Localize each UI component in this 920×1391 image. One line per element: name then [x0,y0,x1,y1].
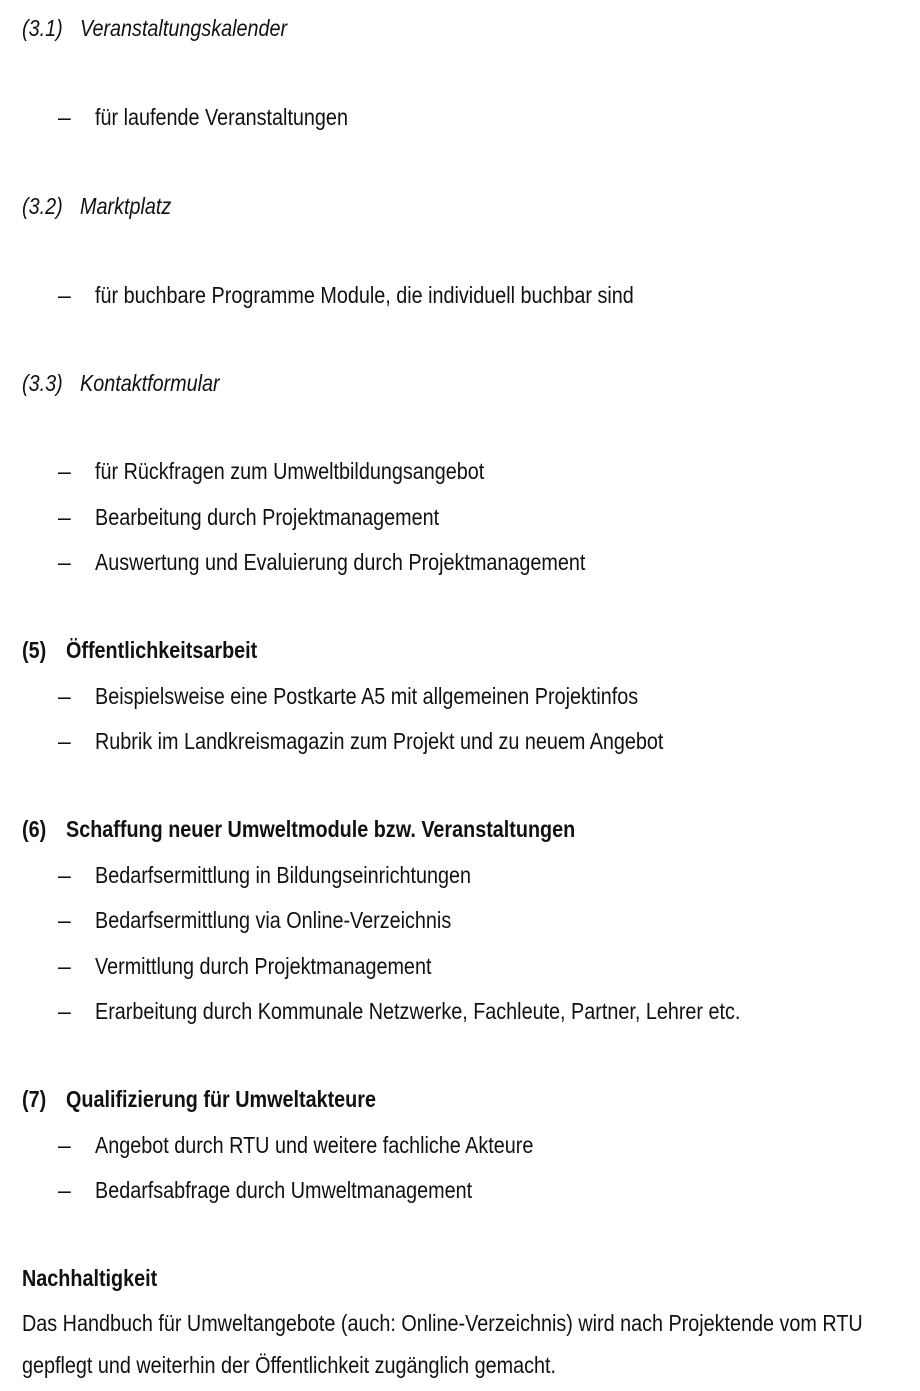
subsection-title: Marktplatz [80,193,172,219]
dash-bullet-icon: – [58,998,71,1024]
closing-heading-text: Nachhaltigkeit [22,1265,158,1291]
dash-bullet-icon: – [58,683,71,709]
dash-bullet-icon: – [58,907,71,933]
closing-paragraph-text: Das Handbuch für Umweltangebote (auch: Online-Verzeichnis) wird nach Projektende vom RTU [22,1310,863,1336]
dash-bullet-icon: – [58,104,71,130]
list-item-text: Beispielsweise eine Postkarte A5 mit allgemeinen Projektinfos [95,683,639,709]
list-item-text: Angebot durch RTU und weitere fachliche Akteure [95,1132,534,1158]
subsection-number: (3.3) [22,370,63,396]
list-item-text: Erarbeitung durch Kommunale Netzwerke, Fachleute, Partner, Lehrer etc. [95,998,741,1024]
dash-bullet-icon: – [58,504,71,530]
subsection-title: Veranstaltungskalender [80,15,288,41]
list-item-text: Vermittlung durch Projektmanagement [95,953,432,979]
dash-bullet-icon: – [58,1177,71,1203]
dash-bullet-icon: – [58,1132,71,1158]
dash-bullet-icon: – [58,953,71,979]
section-title: Schaffung neuer Umweltmodule bzw. Veranstaltungen [66,816,576,842]
list-item-text: Bedarfsermittlung in Bildungseinrichtungen [95,862,472,888]
section-title: Öffentlichkeitsarbeit [66,637,258,663]
subsection-title: Kontaktformular [80,370,220,396]
closing-paragraph-text: gepflegt und weiterhin der Öffentlichkeit zugänglich gemacht. [22,1352,557,1378]
dash-bullet-icon: – [58,862,71,888]
list-item-text: für Rückfragen zum Umweltbildungsangebot [95,458,485,484]
dash-bullet-icon: – [58,549,71,575]
list-item-text: für laufende Veranstaltungen [95,104,348,130]
list-item-text: Bearbeitung durch Projektmanagement [95,504,440,530]
subsection-number: (3.1) [22,15,63,41]
section-number: (7) [22,1086,47,1112]
subsection-number: (3.2) [22,193,63,219]
list-item-text: Rubrik im Landkreismagazin zum Projekt und zu neuem Angebot [95,728,664,754]
dash-bullet-icon: – [58,728,71,754]
list-item-text: Bedarfsabfrage durch Umweltmanagement [95,1177,473,1203]
list-item-text: Auswertung und Evaluierung durch Projektmanagement [95,549,586,575]
dash-bullet-icon: – [58,458,71,484]
list-item-text: für buchbare Programme Module, die individuell buchbar sind [95,282,634,308]
section-number: (6) [22,816,47,842]
list-item-text: Bedarfsermittlung via Online-Verzeichnis [95,907,452,933]
section-number: (5) [22,637,47,663]
dash-bullet-icon: – [58,282,71,308]
section-title: Qualifizierung für Umweltakteure [66,1086,376,1112]
